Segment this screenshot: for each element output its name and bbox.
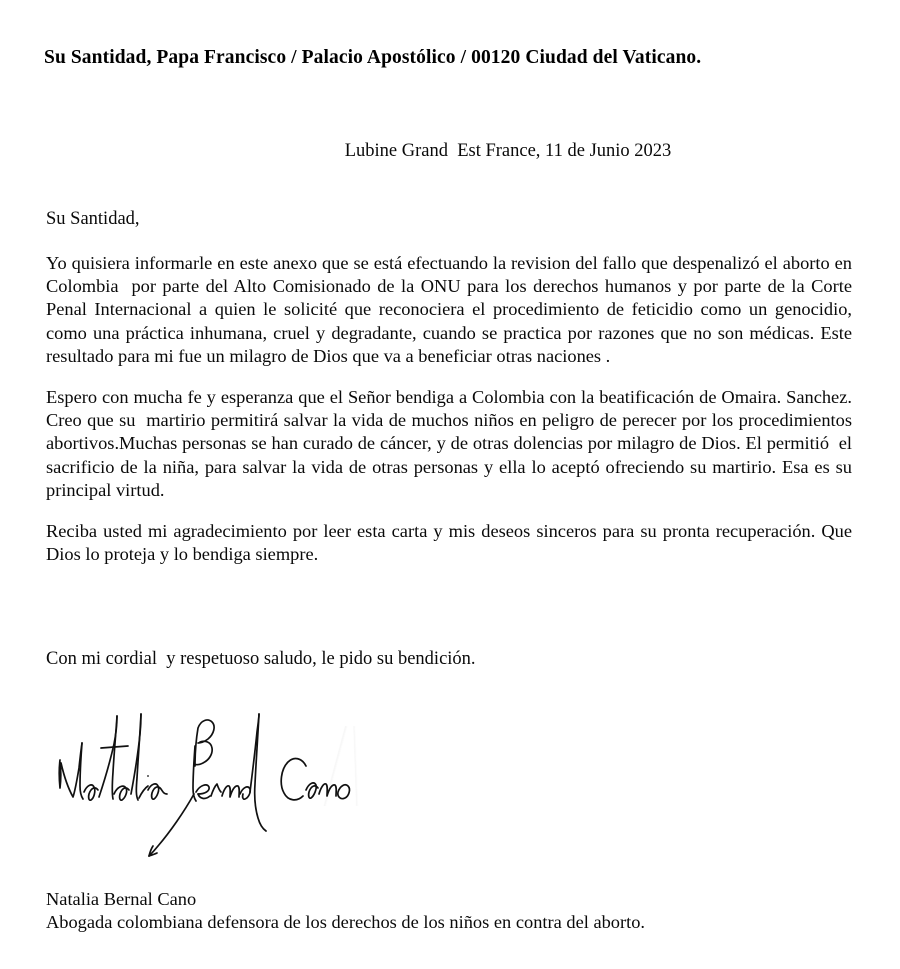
- body-paragraph: Espero con mucha fe y esperanza que el Señor bendiga a Colombia con la beatificación de Omaira. Sanchez. Creo que su martirio permitirá salvar la vida de muchos niños en peligro de perecer por los procedimientos abortivos.Muchas personas se han curado de cáncer, y de otras dolencias por milagro de Dios. El permitió el sacrificio de la niña, para salvar la vida de otras personas y ella lo aceptó ofreciendo su martirio. Esa es su principal virtud.: [46, 387, 857, 500]
- signer-title: Abogada colombiana defensora de los derechos de los niños en contra del aborto.: [46, 912, 646, 932]
- body-paragraph: Reciba usted mi agradecimiento por leer esta carta y mis deseos sinceros para su pronta recuperación. Que Dios lo proteja y lo bendiga siempre.: [46, 521, 857, 565]
- salutation: Su Santidad,: [46, 209, 140, 229]
- handwritten-signature: [44, 706, 384, 871]
- signature-strokes: [44, 706, 384, 871]
- body-paragraph: Yo quisiera informarle en este anexo que se está efectuando la revision del fallo que despenalizó el aborto en Colombia por parte del Alto Comisionado de la ONU para los derechos humanos y por parte de la Corte Penal Internacional a quien le solicité que reconociera el procedimiento de feticidio como un genocidio, como una práctica inhumana, cruel y degradante, cuando se practica por razones que no son médicas. Este resultado para mi fue un milagro de Dios que va a beneficiar otras naciones .: [46, 253, 857, 366]
- recipient-heading: Su Santidad, Papa Francisco / Palacio Apostólico / 00120 Ciudad del Vaticano.: [44, 47, 702, 68]
- signer-name: Natalia Bernal Cano: [46, 889, 197, 909]
- letter-body: [46, 252, 857, 566]
- signature-block: [46, 888, 856, 934]
- closing-line: Con mi cordial y respetuoso saludo, le pido su bendición.: [46, 649, 476, 669]
- place-and-date: Lubine Grand Est France, 11 de Junio 2023: [344, 141, 672, 161]
